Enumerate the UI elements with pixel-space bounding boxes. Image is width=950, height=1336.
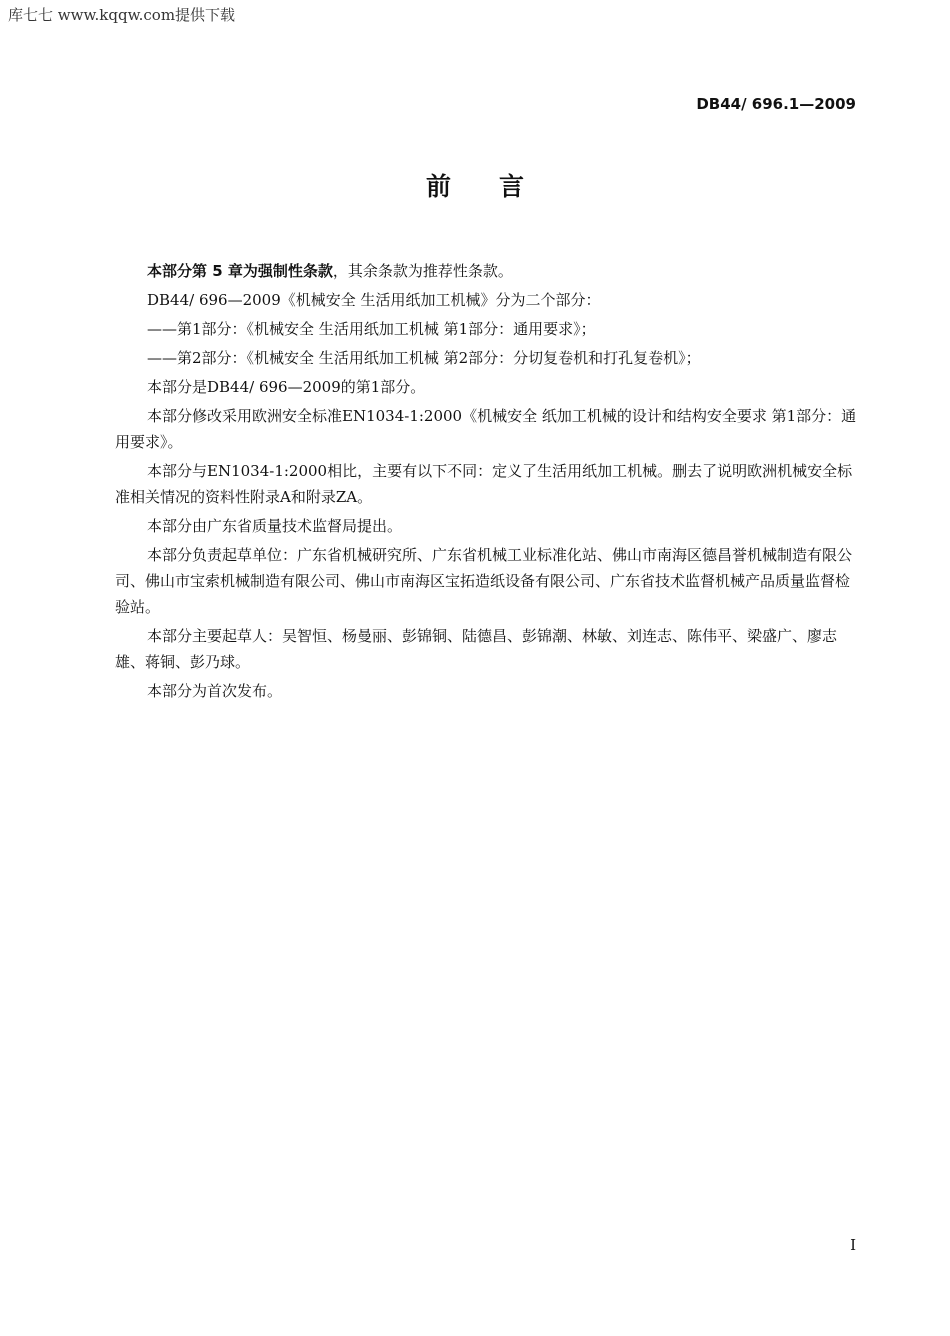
mandatory-clause-lead: 本部分第 5 章为强制性条款 [147,262,333,280]
paragraph-part-1: ——第1部分：《机械安全 生活用纸加工机械 第1部分：通用要求》； [147,320,596,338]
paragraph-drafters: 本部分主要起草人：吴智恒、杨曼丽、彭锦铜、陆德昌、彭锦潮、林敏、刘连志、陈伟平、梁盛广、廖志雄、蒋铜、彭乃球。 [115,627,838,671]
paragraph-proposer: 本部分由广东省质量技术监督局提出。 [147,517,403,535]
paragraph-mandatory-clause [115,258,860,284]
watermark-text: 库七七 www.kqqw.com提供下载 [8,6,236,24]
paragraph-drafting-units: 本部分负责起草单位：广东省机械研究所、广东省机械工业标准化站、佛山市南海区德昌誉机械制造有限公司、佛山市宝索机械制造有限公司、佛山市南海区宝拓造纸设备有限公司、广东省技术监督机械产品质量监督检验站。 [115,546,853,616]
page-number: I [850,1236,856,1254]
paragraph-adoption: 本部分修改采用欧洲安全标准EN1034-1:2000《机械安全 纸加工机械的设计和结构安全要求 第1部分：通用要求》。 [115,407,857,451]
foreword-body [115,258,860,707]
page-title: 前言 [425,172,572,201]
paragraph-differences: 本部分与EN1034-1:2000相比，主要有以下不同：定义了生活用纸加工机械。删去了说明欧洲机械安全标准相关情况的资料性附录A和附录ZA。 [115,462,853,506]
mandatory-clause-rest: ，其余条款为推荐性条款。 [332,262,513,280]
paragraph-parts-intro: DB44/ 696—2009《机械安全 生活用纸加工机械》分为二个部分： [147,291,601,309]
paragraph-first-release: 本部分为首次发布。 [147,682,283,700]
paragraph-part-2: ——第2部分：《机械安全 生活用纸加工机械 第2部分：分切复卷机和打孔复卷机》； [147,349,701,367]
paragraph-this-part: 本部分是DB44/ 696—2009的第1部分。 [147,378,426,396]
standard-code: DB44/ 696.1—2009 [696,95,856,113]
